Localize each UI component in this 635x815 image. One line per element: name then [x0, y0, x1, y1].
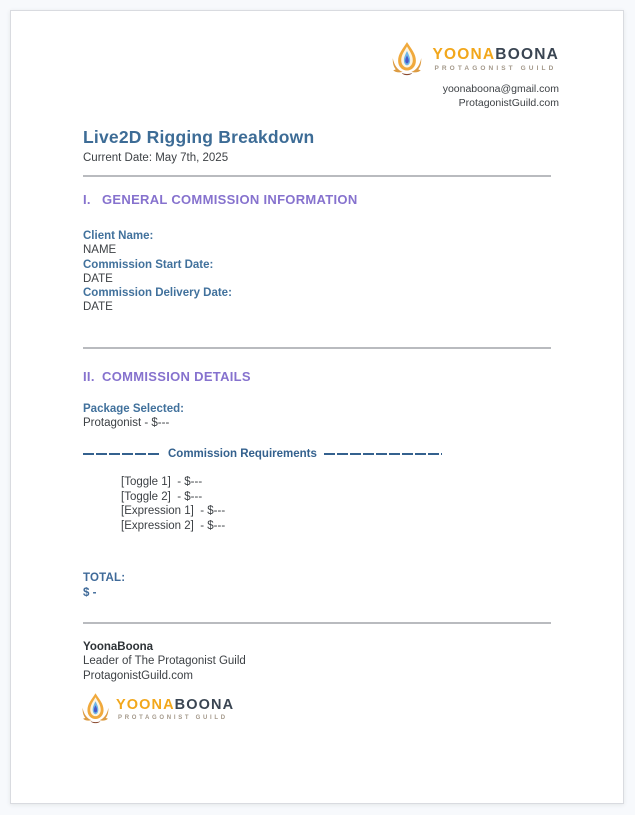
field-value-delivery-date: DATE	[83, 301, 113, 314]
field-label-client-name: Client Name:	[83, 230, 154, 242]
logo-wordmark	[116, 697, 234, 713]
logo-text	[116, 697, 234, 721]
current-date: Current Date: May 7th, 2025	[83, 152, 229, 164]
header-logo	[391, 41, 559, 77]
signature-role: Leader of The Protagonist Guild	[83, 655, 246, 668]
list-item: [Expression 2] - $---	[121, 519, 226, 532]
requirements-divider-label: Commission Requirements	[168, 448, 317, 460]
general-info-fields	[83, 229, 232, 315]
contact-website: ProtagonistGuild.com	[458, 97, 559, 109]
field-value-client-name: NAME	[83, 244, 117, 257]
package-value: Protagonist - $---	[83, 417, 170, 430]
yoonaboona-flame-icon	[81, 692, 110, 725]
requirements-list	[121, 475, 225, 533]
section-1-heading-text: GENERAL COMMISSION INFORMATION	[102, 192, 358, 207]
yoonaboona-flame-icon	[391, 41, 423, 77]
logo-wordmark	[432, 46, 559, 63]
document-title: Live2D Rigging Breakdown	[83, 127, 315, 147]
divider-dash-right	[324, 453, 442, 455]
field-value-start-date: DATE	[83, 272, 113, 285]
logo-word-secondary: BOONA	[174, 696, 235, 713]
logo-text	[432, 46, 559, 72]
total-value: $ -	[83, 586, 97, 599]
logo-word-primary: YOONA	[116, 696, 175, 713]
signature-block	[83, 640, 246, 683]
list-item: [Expression 1] - $---	[121, 505, 226, 518]
contact-block	[443, 82, 559, 110]
section-2-heading	[83, 369, 251, 384]
divider-dash-left	[83, 453, 161, 455]
list-item: [Toggle 1] - $---	[121, 476, 203, 488]
total-block	[83, 571, 125, 600]
logo-word-secondary: BOONA	[495, 46, 559, 63]
requirements-divider	[83, 448, 449, 460]
logo-tagline: PROTAGONIST GUILD	[118, 714, 228, 721]
divider-rule-1	[83, 175, 551, 177]
section-1-numeral: I.	[83, 192, 91, 207]
contact-email: yoonaboona@gmail.com	[442, 83, 559, 95]
footer-logo	[81, 692, 234, 725]
section-1-heading	[83, 192, 358, 207]
logo-word-primary: YOONA	[432, 46, 496, 63]
field-label-start-date: Commission Start Date:	[83, 258, 214, 271]
signature-name: YoonaBoona	[83, 641, 154, 653]
package-label: Package Selected:	[83, 403, 185, 415]
section-2-heading-text: COMMISSION DETAILS	[102, 369, 251, 384]
section-2-numeral: II.	[83, 369, 95, 384]
logo-tagline: PROTAGONIST GUILD	[434, 65, 557, 72]
list-item: [Toggle 2] - $---	[121, 490, 203, 503]
total-label: TOTAL:	[83, 572, 126, 584]
package-block	[83, 402, 184, 431]
field-label-delivery-date: Commission Delivery Date:	[83, 287, 232, 300]
document-page	[10, 10, 624, 804]
divider-rule-3	[83, 622, 551, 624]
signature-site: ProtagonistGuild.com	[83, 669, 193, 682]
divider-rule-2	[83, 347, 551, 349]
